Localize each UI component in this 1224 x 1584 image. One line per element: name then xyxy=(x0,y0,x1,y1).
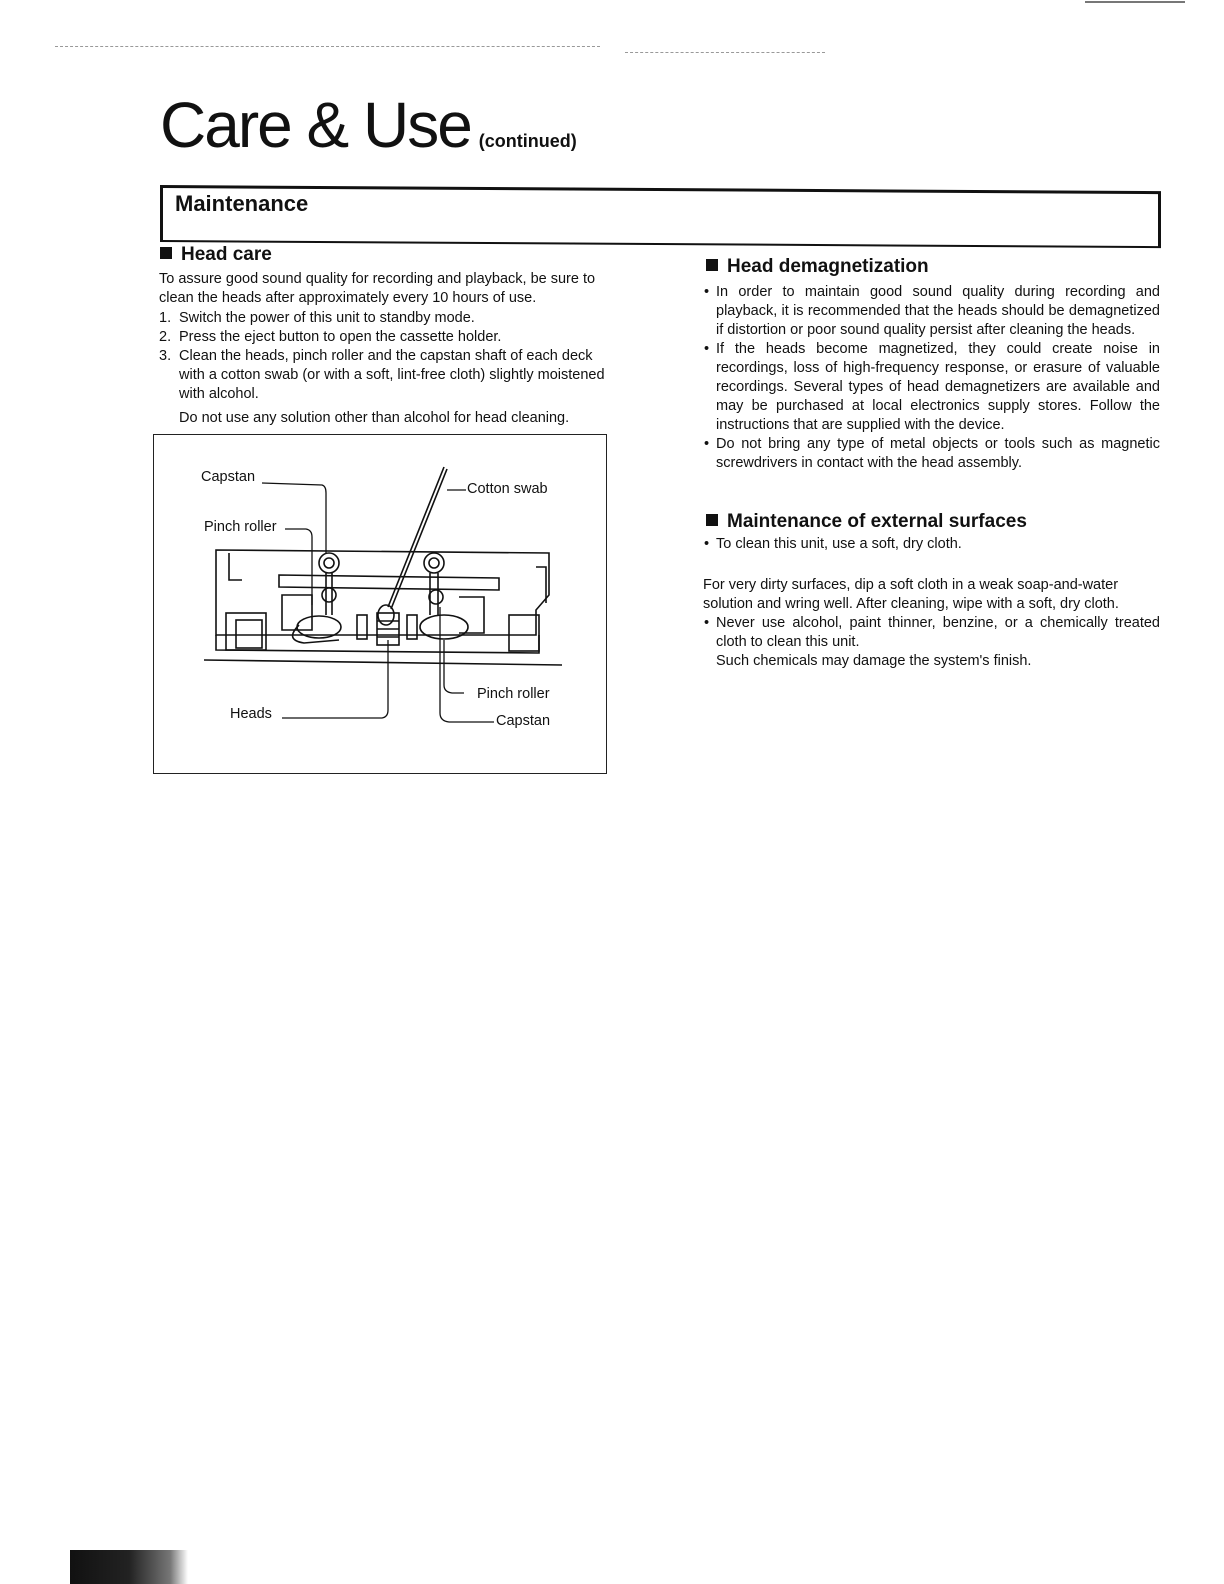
demagnetization-bullets xyxy=(704,283,1160,473)
step-text: Press the eject button to open the cassette holder. xyxy=(179,329,502,345)
scan-artifact-line xyxy=(55,46,600,47)
step-number: 1. xyxy=(159,310,172,326)
head-care-note-text: Do not use any solution other than alcohol for head cleaning. xyxy=(179,410,570,426)
capstan-right xyxy=(424,553,444,573)
square-bullet-icon xyxy=(160,247,172,259)
label-capstan-top: Capstan xyxy=(201,469,256,485)
cotton-swab-stick xyxy=(388,467,444,607)
external-paragraph xyxy=(703,576,1159,614)
step-text: Clean the heads, pinch roller and the capstan shaft of each deck with a cotton swab (or with a soft, lint-free cloth) slightly moistened with alcohol. xyxy=(179,348,605,402)
square-bullet-icon xyxy=(706,514,718,526)
capstan-left xyxy=(319,553,339,573)
scan-artifact-line xyxy=(1085,1,1185,3)
leader-pinch-roller-top xyxy=(285,529,312,605)
list-item xyxy=(159,309,611,328)
list-item: • If the heads become magnetized, they could create noise in recordings, loss of high-frequency response, or erasure of valuable recordings. Several types of head demagnetizers are available and may be purchased at local electronics supply stores. Follow the instructions that are supplied with the device. xyxy=(704,340,1160,435)
square-bullet-icon xyxy=(706,259,718,271)
head-care-steps xyxy=(159,309,611,404)
external-bullet-2-text: Never use alcohol, paint thinner, benzine, or a chemically treated cloth to clean this unit. xyxy=(716,615,1160,650)
head-care-heading xyxy=(160,244,272,266)
external-surfaces-heading xyxy=(706,511,1027,533)
list-item xyxy=(159,328,611,347)
scan-edge-artifact xyxy=(70,1550,188,1584)
external-paragraph-text: For very dirty surfaces, dip a soft cloth in a weak soap-and-water solution and wring well. After cleaning, wipe with a soft, dry cloth. xyxy=(703,577,1119,612)
scan-artifact-line xyxy=(625,52,825,53)
head-care-heading-text: Head care xyxy=(181,244,272,265)
step-number: 2. xyxy=(159,329,172,345)
label-capstan-bottom: Capstan xyxy=(496,713,551,729)
section-title: Maintenance xyxy=(175,191,309,216)
external-surfaces-heading-text: Maintenance of external surfaces xyxy=(727,511,1027,532)
head-care-intro xyxy=(159,270,611,308)
demagnetization-heading-text: Head demagnetization xyxy=(727,256,929,277)
external-bullet-2 xyxy=(704,614,1160,671)
page-title-text: Care & Use xyxy=(160,89,471,161)
label-cotton-swab: Cotton swab xyxy=(467,481,548,497)
list-item xyxy=(159,347,611,404)
leader-capstan-top xyxy=(262,483,326,553)
list-item: • To clean this unit, use a soft, dry cloth. xyxy=(704,535,1160,554)
label-heads: Heads xyxy=(230,706,272,722)
head-care-note xyxy=(179,409,611,428)
step-text: Switch the power of this unit to standby mode. xyxy=(179,310,475,326)
page-title-suffix: (continued) xyxy=(478,131,577,151)
leader-pinch-roller-bottom xyxy=(444,640,464,693)
demagnetization-heading xyxy=(706,256,929,278)
section-header-box xyxy=(160,185,1161,248)
cotton-swab-tip xyxy=(378,605,394,625)
list-item: • In order to maintain good sound quality during recording and playback, it is recommended that the heads should be demagnetized if distortion or poor sound quality persist after cleaning the heads. xyxy=(704,283,1160,340)
list-item xyxy=(704,614,1160,671)
head-cleaning-figure xyxy=(153,434,607,774)
external-bullet-1 xyxy=(704,535,1160,554)
page-title xyxy=(160,88,577,162)
label-pinch-roller-bottom: Pinch roller xyxy=(477,686,550,702)
label-pinch-roller-top: Pinch roller xyxy=(204,519,277,535)
external-bullet-2-note: Such chemicals may damage the system's finish. xyxy=(716,653,1032,669)
head-care-intro-text: To assure good sound quality for recording and playback, be sure to clean the heads after approximately every 10 hours of use. xyxy=(159,271,596,306)
list-item: • Do not bring any type of metal objects or tools such as magnetic screwdrivers in contact with the head assembly. xyxy=(704,435,1160,473)
step-number: 3. xyxy=(159,348,172,364)
